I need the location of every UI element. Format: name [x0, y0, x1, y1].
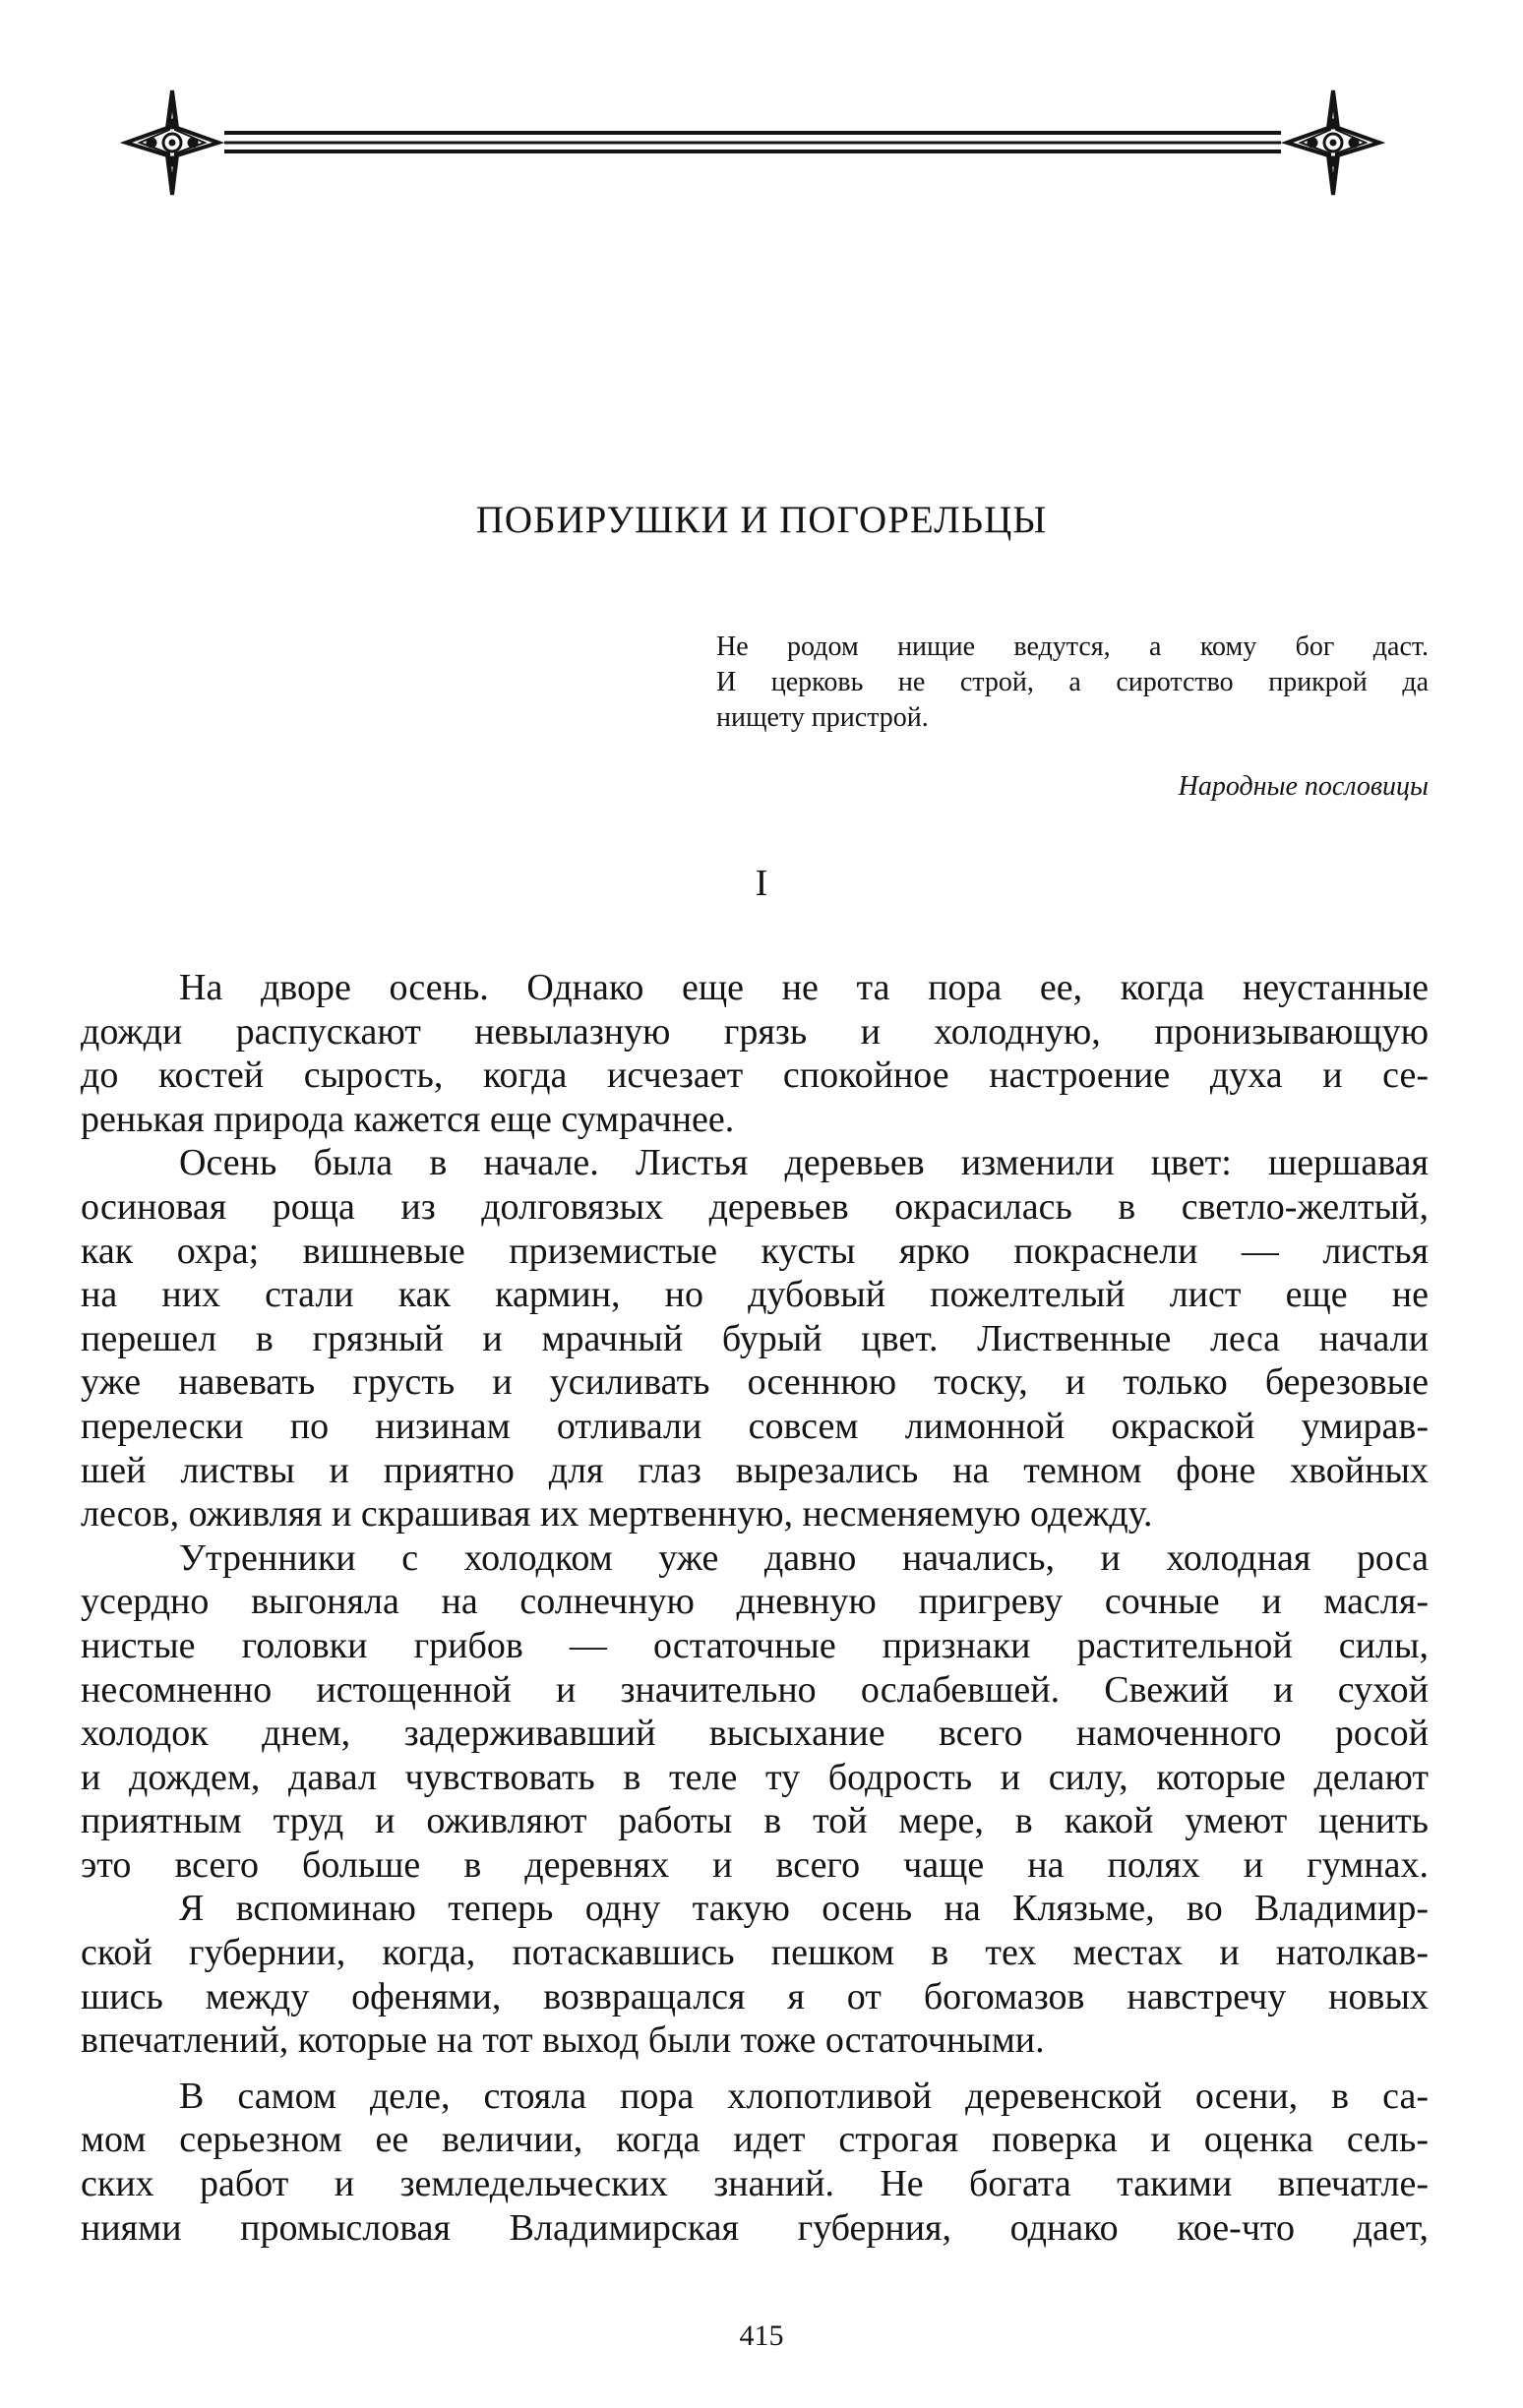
text-line: перелески по низинам отливали совсем лимонной окраской умирав- [81, 1405, 1429, 1447]
text-line: впечатлений, которые на тот выход были тоже остаточными. [81, 2019, 1045, 2062]
text-line: это всего больше в деревнях и всего чаще на полях и гумнах. [81, 1843, 1429, 1886]
text-line: мом серьезном ее величии, когда идет строгая поверка и оценка сель- [81, 2119, 1429, 2161]
text-line: уже навевать грусть и усиливать осеннюю тоску, и только березовые [81, 1361, 1429, 1404]
text-line: усердно выгоняла на солнечную дневную пригреву сочные и масля- [81, 1581, 1429, 1623]
text-line: перешел в грязный и мрачный бурый цвет. Лиственные леса начали [81, 1317, 1429, 1359]
text-line: Я вспоминаю теперь одну такую осень на Клязьме, во Владимир- [179, 1888, 1429, 1930]
epigraph-line: И церковь не строй, а сиротство прикрой да [716, 667, 1429, 697]
text-line: как охра; вишневые приземистые кусты ярко покраснели — листья [81, 1230, 1429, 1272]
decorative-header-rule-icon [118, 89, 1387, 197]
text-line: ренькая природа кажется еще сумрачнее. [81, 1098, 735, 1140]
epigraph-attribution: Народные пословицы [1178, 771, 1429, 802]
text-line: дожди распускают невылазную грязь и холодную, пронизывающую [81, 1010, 1429, 1053]
text-line: Осень была в начале. Листья деревьев изменили цвет: шершавая [179, 1142, 1429, 1184]
epigraph-line: нищету пристрой. [716, 702, 929, 733]
text-line: до костей сырость, когда исчезает спокойное настроение духа и се- [81, 1054, 1429, 1097]
paragraph [81, 1141, 1429, 1535]
text-line: шей листвы и приятно для глаз вырезались на темном фоне хвойных [81, 1449, 1429, 1491]
text-line: и дождем, давал чувствовать в теле ту бодрость и силу, которые делают [81, 1756, 1429, 1798]
text-line: На дворе осень. Однако еще не та пора ее, когда неустанные [179, 967, 1429, 1008]
text-line: ской губернии, когда, потаскавшись пешком в тех местах и натолкав- [81, 1932, 1429, 1974]
epigraph [716, 630, 1429, 736]
text-line: на них стали как кармин, но дубовый пожелтелый лист еще не [81, 1274, 1429, 1316]
text-line: ниями промысловая Владимирская губерния, однако кое-что дает, [81, 2206, 1429, 2249]
epigraph-line: Не родом нищие ведутся, а кому бог даст. [716, 632, 1429, 662]
paragraph [81, 1536, 1429, 1888]
paragraph [81, 966, 1429, 1141]
text-line: ских работ и земледельческих знаний. Не богата такими впечатле- [81, 2163, 1429, 2205]
text-line: нистые головки грибов — остаточные признаки растительной силы, [81, 1624, 1429, 1666]
paragraph [81, 2075, 1429, 2250]
text-line: приятным труд и оживляют работы в той мере, в какой умеют ценить [81, 1800, 1429, 1842]
text-line: Утренники с холодком уже давно начались, и холодная роса [179, 1536, 1429, 1579]
text-line: В самом деле, стояла пора хлопотливой деревенской осени, в са- [179, 2075, 1429, 2117]
text-line: холодок днем, задерживавший высыхание всего намоченного росой [81, 1713, 1429, 1755]
paragraph [81, 1887, 1429, 2062]
page-title: ПОБИРУШКИ И ПОГОРЕЛЬЦЫ [475, 499, 1048, 541]
page-number: 415 [739, 2319, 784, 2352]
text-line: шись между офенями, возвращался я от богомазов навстречу новых [81, 1975, 1429, 2017]
text-line: несомненно истощенной и значительно ослабевшей. Свежий и сухой [81, 1668, 1429, 1711]
text-line: осиновая роща из долговязых деревьев окрасилась в светло-желтый, [81, 1185, 1429, 1228]
body-text [81, 966, 1429, 2250]
chapter-number: I [755, 863, 768, 904]
text-line: лесов, оживляя и скрашивая их мертвенную, несменяемую одежду. [81, 1493, 1153, 1535]
